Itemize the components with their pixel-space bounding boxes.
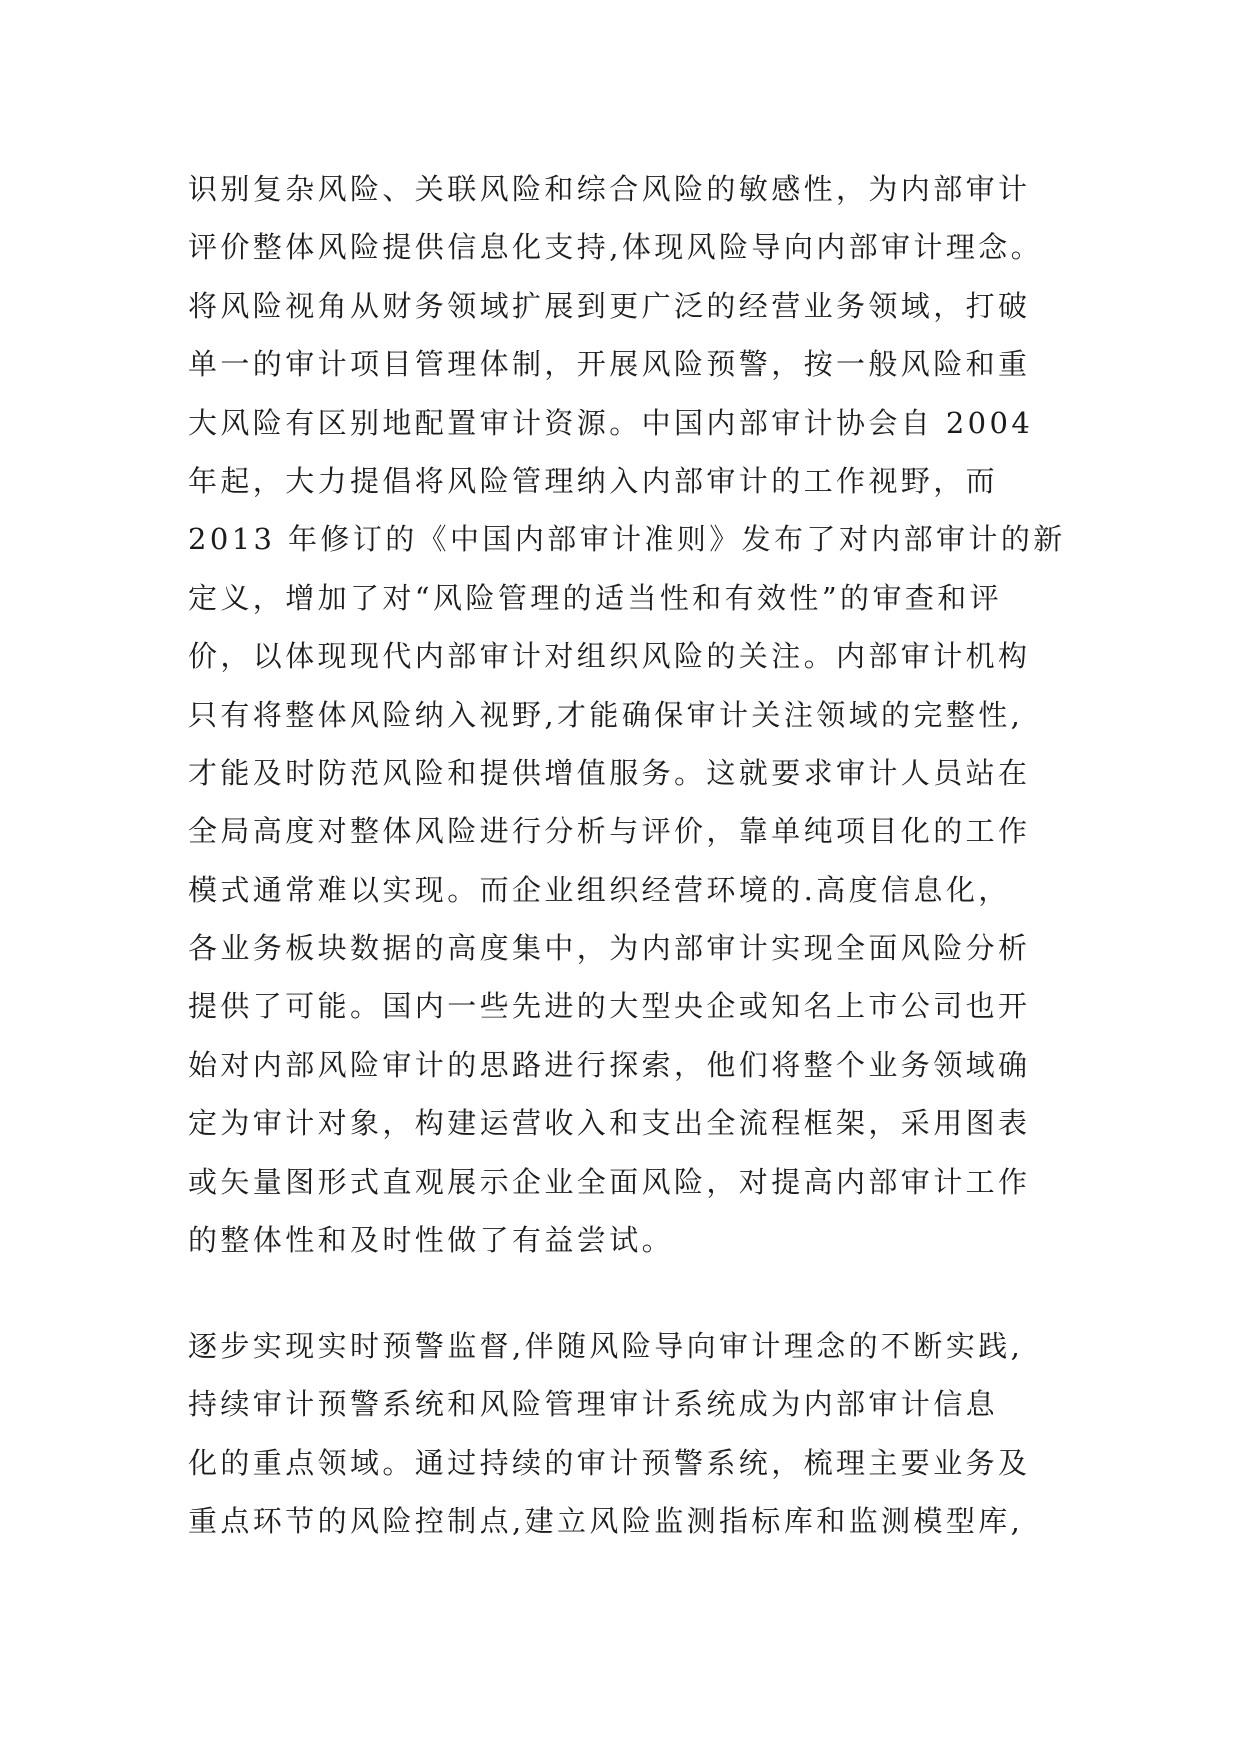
text-line: 全局高度对整体风险进行分析与评价，靠单纯项目化的工作 [188,814,1031,849]
text-line: 定义，增加了对“风险管理的适当性和有效性”的审查和评 [188,580,1003,615]
text-line: 定为审计对象，构建运营收入和支出全流程框架，采用图表 [188,1106,1031,1141]
text-line: 识别复杂风险、关联风险和综合风险的敏感性，为内部审计 [188,172,1031,206]
text-line: 只有将整体风险纳入视野,才能确保审计关注领域的完整性, [188,697,1024,732]
text-line: 始对内部风险审计的思路进行探索，他们将整个业务领域确 [188,1047,1031,1082]
text-line: 提供了可能。国内一些先进的大型央企或知名上市公司也开 [188,989,1031,1024]
text-line: 才能及时防范风险和提供增值服务。这就要求审计人员站在 [188,755,1031,790]
text-line: 单一的审计项目管理体制，开展风险预警，按一般风险和重 [188,347,1031,382]
text-line: 的整体性和及时性做了有益尝试。 [188,1223,675,1258]
text-line: 逐步实现实时预警监督,伴随风险导向审计理念的不断实践, [188,1329,1024,1363]
paragraph-risk-perspective [188,160,1088,1269]
text-line: 各业务板块数据的高度集中，为内部审计实现全面风险分析 [188,931,1031,966]
paragraph-realtime-warning [188,1317,1088,1551]
text-line: 化的重点领域。通过持续的审计预警系统，梳理主要业务及 [188,1445,1031,1480]
text-line: 2013 年修订的《中国内部审计准则》发布了对内部审计的新 [188,522,1066,557]
text-line: 将风险视角从财务领域扩展到更广泛的经营业务领域，打破 [188,288,1031,323]
text-line: 年起，大力提倡将风险管理纳入内部审计的工作视野，而 [188,463,999,498]
text-line: 价，以体现现代内部审计对组织风险的关注。内部审计机构 [188,639,1031,674]
text-line: 评价整体风险提供信息化支持,体现风险导向内部审计理念。 [188,230,1044,265]
text-line: 大风险有区别地配置审计资源。中国内部审计协会自 2004 [188,405,1034,440]
text-line: 重点环节的风险控制点,建立风险监测指标库和监测模型库, [188,1504,1024,1539]
text-line: 或矢量图形式直观展示企业全面风险，对提高内部审计工作 [188,1164,1031,1199]
text-line: 模式通常难以实现。而企业组织经营环境的.高度信息化， [188,872,1011,907]
text-line: 持续审计预警系统和风险管理审计系统成为内部审计信息 [188,1387,999,1422]
